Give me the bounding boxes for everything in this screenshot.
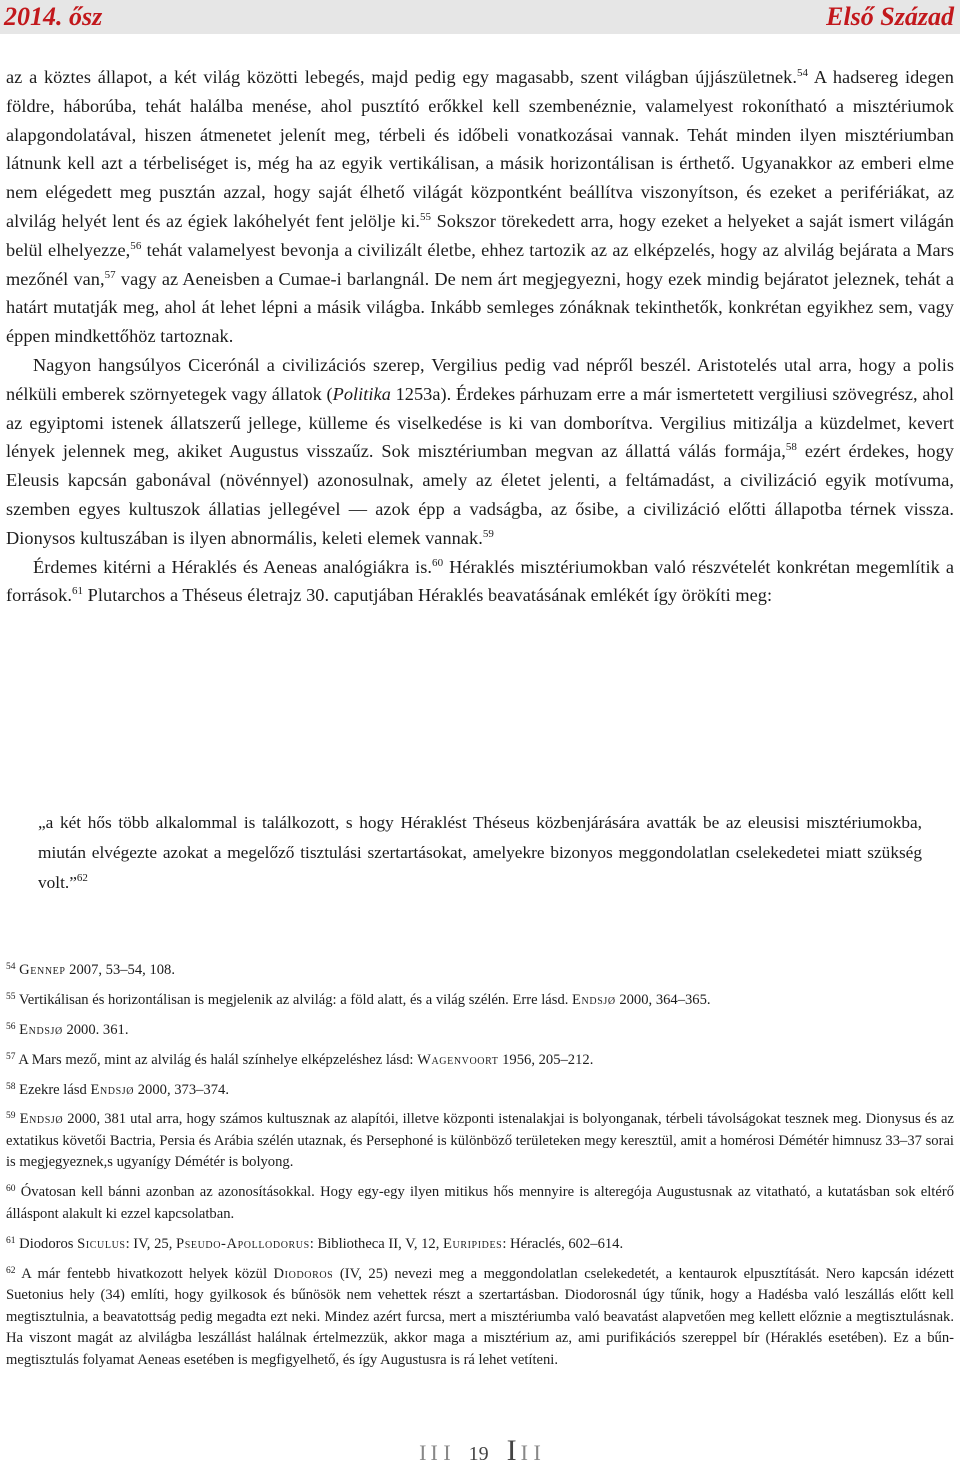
footnote-text: (IV, 25) nevezi meg a meggondolatlan cselekedetét, a kentaurok elpusztítását. Nero kapcsán idézett Suetonius hely (34) említi, hogy gyilkosok és bűnösök nem vehettek részt a szertartásban. Diodorosnál úgy tűnik, hogy a Hadésba való leszállás előtt kell megtisztulnia, a beavatottság pedig megadta ezt neki. Mindez azért furcsa, mert a misztériumba való beavatást alapvetően meg kellett előznie a megtisztulásnak. Ha viszont magát az alvilágba leszállást halálnak értelmezzük, akkor maga a misztérium az, ami purifikációs szereppel bír (Héraklés esetében). Ez a bűn-megtisztulás folyamat Aeneas esetében is megfigyelhető, és így Augustusra is rá lehet vetíteni. xyxy=(6,1265,954,1368)
footnote-text: 2007, 53–54, 108. xyxy=(65,962,175,978)
footnote-ref-56[interactable]: 56 xyxy=(130,239,142,252)
footnote-55 xyxy=(6,990,954,1012)
text-run: Héraklés misztériumokban való részvételét konkrétan megemlítik a források. xyxy=(6,556,954,606)
footnote-ref-60[interactable]: 60 xyxy=(432,556,444,569)
author-name: Euripides xyxy=(443,1235,503,1252)
footnote-number: 61 xyxy=(6,1235,16,1246)
author-name: Gennep xyxy=(19,962,66,978)
footnote-61 xyxy=(6,1234,954,1256)
italic-title: Politika xyxy=(332,383,391,404)
footnote-number: 60 xyxy=(6,1184,16,1195)
text-run: az a köztes állapot, a két világ közötti lebegés, majd pedig egy magasabb, szent világban újjászületnek. xyxy=(6,67,797,87)
footnote-text: A már fentebb hivatkozott helyek közül xyxy=(21,1265,274,1282)
footnote-text: Óvatosan kell bánni azonban az azonosításokkal. Hogy egy-egy ilyen mitikus hős mennyire is alteregója Augustusnak az vitatható, a kutatásban sok eltérő álláspont alakult ki ezzel kapcsolatban. xyxy=(6,1184,954,1222)
footnote-text: 2000, 381 utal arra, hogy számos kultusznak az alapítói, illetve központi istenalakjai is bolyonganak, térbeli távolságokat tesznek meg. Dionysus és az extatikus követői Bactria, Persia és Arábia szélén utaznak, és Persephoné is különböző területeken megy keresztül, amit a homérosi Démétér himnusz 33–37 sorai is megjegyeznek,s ugyanígy Démétér is bolyong. xyxy=(6,1111,954,1171)
footnotes xyxy=(6,960,954,1380)
text-run: vagy az Aeneisben a Cumae-i barlangnál. De nem árt megjegyezni, hogy ezek mindig bejáratot jeleznek, tehát a határt mutatják meg, ahol át lehet lépni a másik világba. Inkább semleges zónáknak tekinthetők, konkrétan egyikhez sem, vagy éppen mindkettőhöz tartoznak. xyxy=(6,268,954,347)
main-text xyxy=(6,63,954,610)
footnote-number: 62 xyxy=(6,1265,16,1276)
author-name: Diodoros xyxy=(273,1265,334,1282)
footnote-57 xyxy=(6,1050,954,1072)
author-name: Siculus xyxy=(77,1235,126,1252)
footer-ornament: I xyxy=(506,1434,517,1467)
text-run: ezért érdekes, hogy Eleusis kapcsán gabonával (növénnyel) azonosulnak, amely az életet jelenti, a feltámadást, a civilizáció egyik motívuma, szemben egyes kultuszok állatias jellegével — azok épp a vadságba, az ősibe, a civilizáció előtti állapotba térnek vissza. Dionysos kultuszában is ilyen abnormális, keleti elemek vannak. xyxy=(6,441,954,548)
footnote-ref-59[interactable]: 59 xyxy=(482,527,494,540)
footer-ornament: I I xyxy=(520,1440,541,1465)
text-run: Nagyon hangsúlyos Cicerónál a civilizációs szerep, Vergilius pedig vad népről beszél. Aristotelés utal arra, hogy a polis nélküli emberek szörnyetegek vagy állatok ( xyxy=(6,354,954,404)
author-name: Endsjø xyxy=(572,991,616,1008)
footnote-62 xyxy=(6,1264,954,1372)
text-run: Plutarchos a Théseus életrajz 30. caputjában Héraklés beavatásának emlékét így örökíti meg: xyxy=(83,585,773,606)
block-quote xyxy=(38,808,922,898)
footer-ornament: I I xyxy=(430,1440,451,1465)
quote-text: „a két hős több alkalommal is találkozott, s hogy Héraklést Théseus közbenjárására avatták be az eleusisi misztériumokba, miután elvégezte azokat a megelőző tisztulási szertartásokat, amelyekre bizonyos meggondolatlan cselekedetei miatt szükség volt.” xyxy=(38,813,922,892)
footnote-text: Vertikálisan és horizontálisan is megjelenik az alvilág: a föld alatt, és a világ szélén. Erre lásd. xyxy=(18,991,573,1008)
paragraph-2 xyxy=(6,351,954,553)
footnote-text: 2000, 373–374. xyxy=(134,1081,229,1098)
journal-title: Első Század xyxy=(826,2,954,31)
footnote-text: 2000, 364–365. xyxy=(615,991,711,1008)
footnote-text: 1956, 205–212. xyxy=(498,1051,594,1068)
footnote-59 xyxy=(6,1109,954,1174)
footnote-number: 56 xyxy=(6,1021,16,1032)
footer-ornament: I xyxy=(419,1440,427,1465)
footnote-54 xyxy=(6,960,954,982)
author-name: Endsjø xyxy=(90,1081,135,1098)
page-header xyxy=(0,0,960,34)
footnote-text: : IV, 25, xyxy=(125,1235,176,1252)
paragraph-3 xyxy=(6,553,954,611)
footnote-58 xyxy=(6,1080,954,1102)
issue-date: 2014. ősz xyxy=(4,2,103,31)
footnote-text: Ezekre lásd xyxy=(19,1081,91,1098)
footnote-ref-55[interactable]: 55 xyxy=(419,210,432,223)
author-name: Endsjø xyxy=(19,1021,63,1038)
page-footer xyxy=(0,1434,960,1468)
footnote-56 xyxy=(6,1020,954,1042)
author-name: Pseudo-Apollodorus xyxy=(176,1235,310,1252)
footnote-number: 57 xyxy=(6,1051,16,1062)
author-name: Wagenvoort xyxy=(417,1051,499,1068)
footnote-text: A Mars mező, mint az alvilág és halál színhelye elképzeléshez lásd: xyxy=(18,1051,418,1068)
footnote-number: 54 xyxy=(6,962,16,972)
text-run: tehát valamelyest bevonja a civilizált életbe, ehhez tartozik az az elképzelés, hogy az alvilág bejárata a Mars mezőnél van, xyxy=(6,239,954,289)
paragraph-1 xyxy=(6,63,954,351)
text-run: A hadsereg idegen földre, háborúba, tehát halálba menése, ahol pusztító erőkkel kell szembenéznie, valamelyest rokonítható a misztériumok alapgondolatával, hiszen átmenetet jelenít meg, térbeli és időbeli vonatkozásai vannak. Tehát minden ilyen misztériumban látnunk kell azt a térbeliséget is, még ha az egyik vertikálisan, a másik horizontálisan is érthető. Ugyanakkor az emberi elme nem elégedett meg pusztán azzal, hogy saját élhető világát központként beállítva viszonyítson, és ezeket a perifériákat, az alvilág helyét lent és az égiek lakóhelyét fent jelölje ki. xyxy=(6,67,954,231)
footnote-ref-62[interactable]: 62 xyxy=(76,872,88,884)
footnote-text: 2000. 361. xyxy=(62,1021,129,1038)
footnote-text: : Bibliotheca II, V, 12, xyxy=(309,1235,444,1252)
text-run: Sokszor törekedett arra, hogy ezeket a helyeket a saját ismert világán belül elhelyezze, xyxy=(6,210,954,260)
footnote-text: Diodoros xyxy=(19,1235,78,1252)
footnote-60 xyxy=(6,1182,954,1225)
text-run: Érdemes kitérni a Héraklés és Aeneas analógiákra is. xyxy=(33,556,433,577)
text-run: 1253a). Érdekes párhuzam erre a már ismertetett vergiliusi szövegrész, ahol az egyiptomi istenek állatszerű jellege, külleme és viselkedése is ki van domborítva. Vergilius mitizálja a küzdelmet, kevert lények jelennek meg, akiket Augustus visszaűz. Sok misztériumban megvan az állattá válás formája, xyxy=(6,383,954,462)
author-name: Endsjø xyxy=(19,1111,64,1128)
footnote-ref-58[interactable]: 58 xyxy=(785,441,797,454)
footnote-number: 59 xyxy=(6,1111,16,1122)
footnote-number: 58 xyxy=(6,1081,16,1092)
footnote-number: 55 xyxy=(6,991,16,1002)
page-number: 19 xyxy=(468,1443,489,1465)
footnote-ref-57[interactable]: 57 xyxy=(104,268,116,281)
footnote-ref-61[interactable]: 61 xyxy=(71,585,84,598)
footnote-ref-54[interactable]: 54 xyxy=(797,67,809,79)
footnote-text: : Héraclés, 602–614. xyxy=(502,1235,624,1252)
